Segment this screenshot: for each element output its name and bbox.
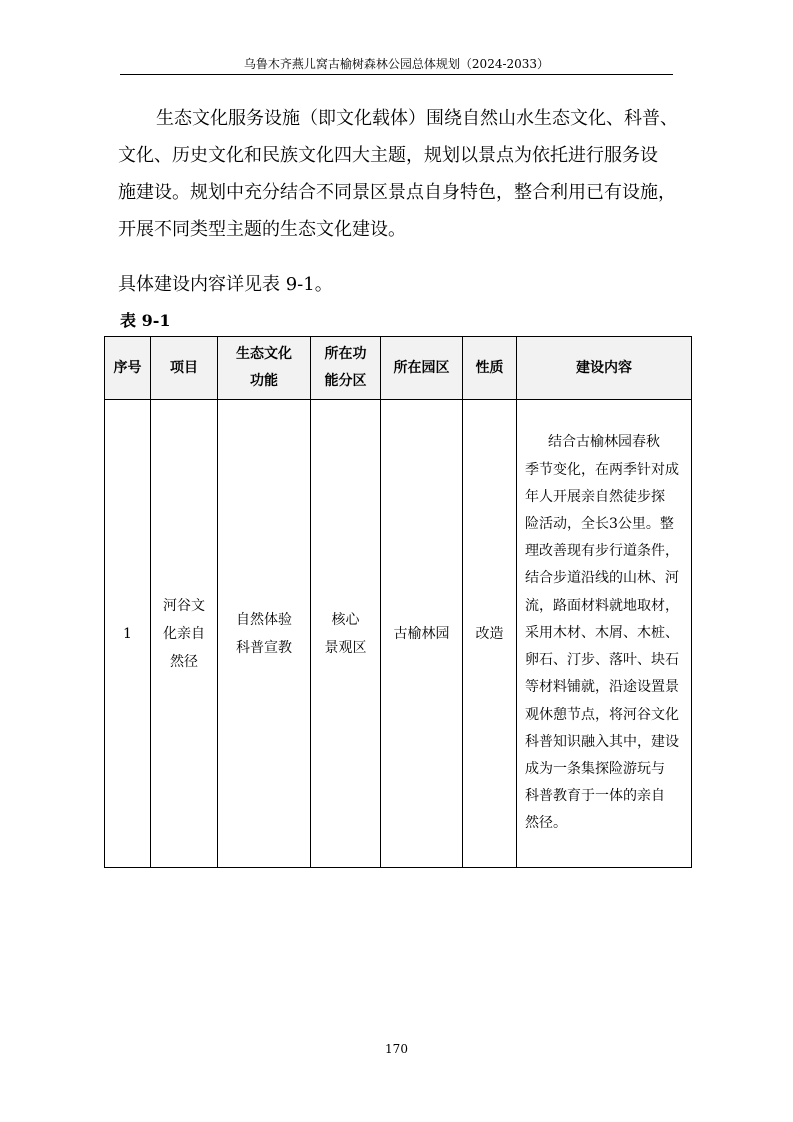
cell-park: 古榆林园 [381,400,463,868]
content-line: 科普教育于一体的亲自 [525,788,665,805]
cell-project [151,400,218,868]
content-line: 季节变化，在两季针对成 [525,461,679,478]
header-zone-line: 能分区 [324,373,367,389]
content-line: 结合步道沿线的山林、河 [525,570,679,587]
content-line: 险活动，全长3公里。整 [525,516,674,533]
cell-zone-line: 核心 [331,611,360,628]
content-line: 理改善现有步行道条件， [525,543,679,560]
cell-zone [311,400,381,868]
table-header-row [105,337,692,400]
cell-content [517,400,692,868]
header-nature: 性质 [463,337,517,400]
cell-function [218,400,311,868]
construction-table [104,336,692,868]
cell-project-line: 然径 [170,653,198,670]
header-project: 项目 [151,337,218,400]
paragraph-line: 开展不同类型主题的生态文化建设。 [118,219,406,240]
cell-nature: 改造 [463,400,517,868]
content-line: 流，路面材料就地取材， [525,597,679,614]
cell-function-line: 自然体验 [236,611,292,628]
paragraph-line: 文化、历史文化和民族文化四大主题，规划以景点为依托进行服务设 [118,145,658,166]
cell-zone-line: 景观区 [324,639,367,656]
cell-project-line: 化亲自 [163,625,205,642]
header-zone-line: 所在功 [324,346,367,362]
content-line: 然径。 [525,815,567,832]
header-content: 建设内容 [517,337,692,400]
content-line: 结合古榆林园春秋 [548,434,660,451]
header-no: 序号 [105,337,151,400]
header-function-line: 生态文化 [236,346,292,362]
header-rule [120,74,673,75]
cell-function-line: 科普宣教 [236,639,292,656]
content-line: 观休憩节点，将河谷文化 [525,706,679,723]
content-line: 科普知识融入其中，建设 [525,733,679,750]
content-text [517,429,691,837]
header-function [218,337,311,400]
content-line: 卵石、汀步、落叶、块石 [525,652,679,669]
table-reference-line: 具体建设内容详见表 9-1。 [118,274,333,295]
paragraph-line: 生态文化服务设施（即文化载体）围绕自然山水生态文化、科普、 [156,108,678,129]
paragraph-line: 施建设。规划中充分结合不同景区景点自身特色，整合利用已有设施， [118,182,676,203]
content-line: 等材料铺就，沿途设置景 [525,679,679,696]
header-zone [311,337,381,400]
header-park: 所在园区 [381,337,463,400]
running-header: 乌鲁木齐燕儿窝古榆树森林公园总体规划（2024-2033） [243,57,550,71]
page-number: 170 [385,1042,408,1056]
cell-no: 1 [105,400,151,868]
table-row [105,400,692,868]
header-function-line: 功能 [250,373,278,389]
content-line: 成为一条集探险游玩与 [525,760,665,777]
content-line: 采用木材、木屑、木桩、 [525,624,679,641]
table-caption: 表 9-1 [120,311,171,330]
cell-project-line: 河谷文 [163,597,205,614]
body-paragraph [118,100,683,248]
content-line: 年人开展亲自然徒步探 [525,488,665,505]
